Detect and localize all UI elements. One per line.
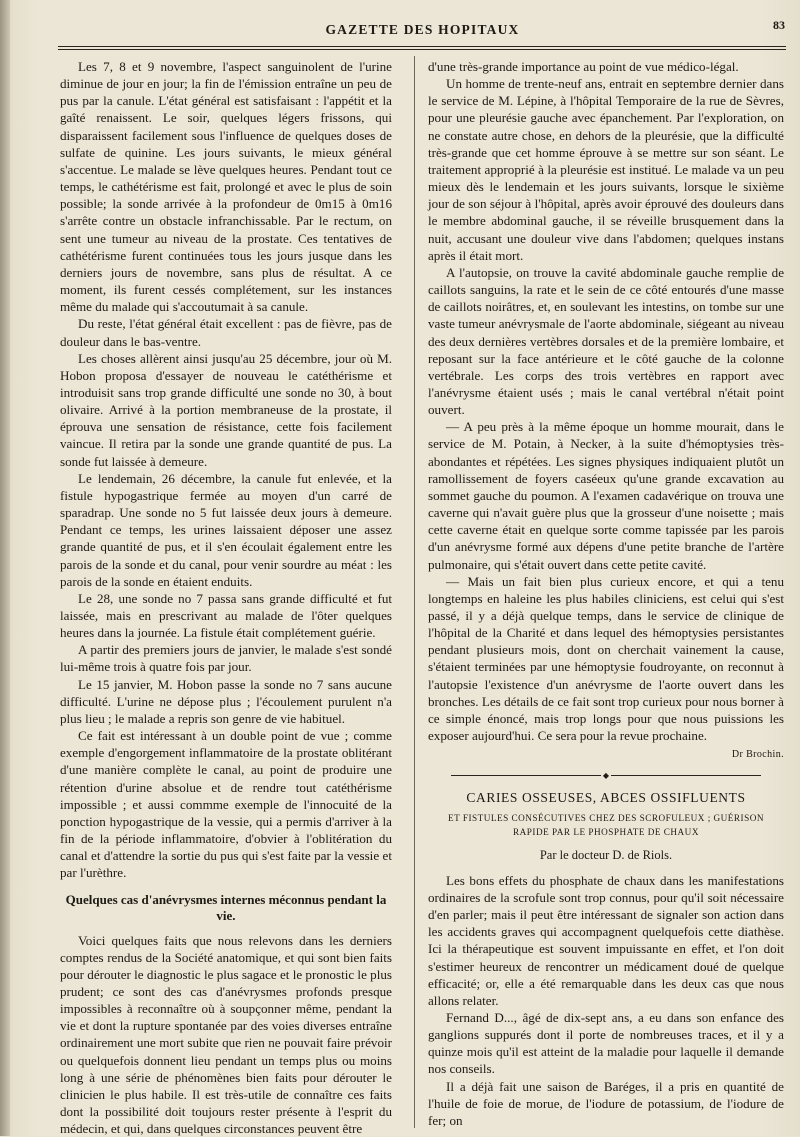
paragraph: Le 28, une sonde no 7 passa sans grande difficulté et fut laissée, mais en prescrivant au malade de l'ôter quelques heures dans la journée. La fistule était complétement guérie. [60, 590, 392, 641]
paragraph: Fernand D..., âgé de dix-sept ans, a eu dans son enfance des ganglions suppurés dont il porte de nombreuses traces, et il y a quinze mois qu'il est atteint de la maladie pour laquelle il demande nos conseils. [428, 1009, 784, 1078]
header-rule [58, 46, 786, 50]
paragraph: Les choses allèrent ainsi jusqu'au 25 décembre, jour où M. Hobon proposa d'essayer de nouveau le catéthérisme et introduisit sans trop grande difficulté une sonde no 30, à bout olivaire. Arrivé à la portion membraneuse de la prostate, il éprouva une sensation de résistance, cette fois facilement vaincue. Il retira par la sonde une grande quantité de pus. La sonde fut laissée à demeure. [60, 350, 392, 470]
paragraph: Voici quelques faits que nous relevons dans les derniers comptes rendus de la Société anatomique, et qui sont bien faits pour dérouter le diagnostic le plus sagace et le pronostic le plus prudent; ce sont des cas d'anévrysmes profonds presque impossibles à reconnaître où à soupçonner même, pendant la vie et dont la rupture spontanée par des voies diverses entraîne ordinairement une mort subite que rien ne pouvait faire prévoir ou quelquefois donnent lieu pendant un temps plus ou moins long à une série de phénomènes bien faits pour dérouter le clinicien le plus habile. Il est très-utile de connaître ces faits dont la possibilité doit toujours rester présente à l'esprit du médecin, et qui, dans quelques circonstances peuvent être [60, 932, 392, 1137]
left-column [60, 58, 392, 1137]
section-separator [428, 767, 784, 783]
article-title: CARIES OSSEUSES, ABCES OSSIFLUENTS [428, 789, 784, 806]
newspaper-title: GAZETTE DES HOPITAUX [60, 22, 785, 38]
paragraph: d'une très-grande importance au point de vue médico-légal. [428, 58, 784, 75]
paragraph: Ce fait est intéressant à un double point de vue ; comme exemple d'engorgement inflammatoire de la prostate oblitérant d'une manière complète le canal, au point de produire une rétention d'urine absolue et de rendre tout catéthérisme impossible ; et aussi commme exemple de l'innocuité de la ponction hypogastrique de la vessie, qui a permis d'arriver à la fin de la période inflammatoire, d'obvier à l'oblitération du canal et d'attendre la sortie du pus qui s'est faite par la vessie et par l'urèthre. [60, 727, 392, 881]
article-subtitle: ET FISTULES CONSÉCUTIVES CHEZ DES SCROFULEUX ; GUÉRISON RAPIDE PAR LE PHOSPHATE DE CHAUX [436, 811, 776, 839]
article-author: Par le docteur D. de Riols. [428, 847, 784, 864]
paragraph: A partir des premiers jours de janvier, le malade s'est sondé lui-même trois à quatre fois par jour. [60, 641, 392, 675]
right-column [428, 58, 784, 1129]
page-header [60, 14, 785, 44]
author-signature: Dr Brochin. [732, 749, 784, 760]
column-divider [414, 56, 415, 1128]
paragraph: Le lendemain, 26 décembre, la canule fut enlevée, et la fistule hypogastrique fermée au moyen d'un carré de sparadrap. Une sonde no 5 fut laissée deux jours à demeure. Pendant ce temps, les urines laissaient déposer une assez grande quantité de pus, et il s'en écoulait également entre les parois de la sonde et du canal, pour venir sourdre au méat : les parois de la sonde en étaient enduits. [60, 470, 392, 590]
paragraph: Les bons effets du phosphate de chaux dans les manifestations ordinaires de la scrofule sont trop connus, pour qu'il soit nécessaire d'en parler; mais il peut être intéressant de signaler son action dans les accidents graves qui accompagnent quelquefois cette diathèse. Ici la thérapeutique est souvent impuissante en effet, et l'on doit s'estimer heureux de rencontrer un médicament doué de quelque efficacité; or, elle a été remarquable dans les deux cas que nous allons relater. [428, 872, 784, 1009]
page-binding-edge [0, 0, 10, 1136]
separator-rule [451, 775, 601, 776]
section-heading: Quelques cas d'anévrysmes internes méconnus pendant la vie. [60, 892, 392, 924]
paragraph: — A peu près à la même époque un homme mourait, dans le service de M. Potain, à Necker, à la suite d'hémoptysies très-abondantes et répétées. Les signes physiques indiquaient plutôt un ramollissement de foyers caséeux qu'une grande excavation au sommet gauche du poumon. A l'examen cadavérique on trouva une caverne qui n'avait guère plus que la grosseur d'une noisette ; mais cette caverne était en quelque sorte comme tapissée par les parois d'un anévrysme formé aux dépens d'une petite branche de l'artère pulmonaire, qui s'était ouvert dans cette petite cavité. [428, 418, 784, 572]
signature-line [428, 744, 784, 763]
paragraph: — Mais un fait bien plus curieux encore, et qui a tenu longtemps en haleine les plus habiles cliniciens, est celui qui s'est passé, il y a déjà quelque temps, dans le service de clinique de l'hôpital de la Charité et dans lequel des hémoptysies persistantes pendant plusieurs mois, dont on cherchait vainement la cause, s'étaient terminées par une hémoptysie foudroyante, on reconnut à l'autopsie l'existence d'un anévrysme de l'aorte ouvert dans les bronches. Les détails de ce fait sont trop curieux pour nous borner à ce simple énoncé, mais trop longs pour que nous puissions les exposer aujourd'hui. Ce sera pour la revue prochaine. [428, 573, 784, 745]
paragraph: Les 7, 8 et 9 novembre, l'aspect sanguinolent de l'urine diminue de jour en jour; la fin de l'émission entraîne un peu de pus par la canule. L'état général est satisfaisant : l'appétit et la gaîté renaissent. Le soir, quelques légers frissons, qui disparaissent facilement sous l'influence de quelques doses de sulfate de quinine. Les jours suivants, le mieux général s'accentue. Le malade se lève quelques heures. Pendant tout ce temps, le cathétérisme est fait, prolongé et avec le plus de soin possible; la sonde arrivée à la profondeur de 0m15 à 0m16 s'arrête contre un obstacle infranchissable. Par le rectum, on sent une tumeur au niveau de la prostate. Ces tentatives de cathétérisme furent continuées tous les jours jusque dans les derniers jours de novembre, sans plus de résultat. A ce moment, ils furent cessés complétement, sur les instances même du malade qui s'accoutumait à sa canule. [60, 58, 392, 315]
paragraph: A l'autopsie, on trouve la cavité abdominale gauche remplie de caillots sanguins, la rate et le sein de ce côté entourés d'une masse de caillots noirâtres, et, en soulevant les intestins, on tombe sur une vaste tumeur anévrysmale de l'aorte abdominale, siégeant au niveau des deux dernières vertèbres dorsales et de la première lombaire, et reposant sur la face antérieure et le côté gauche de la colonne vertébrale. Les corps des trois vertèbres en rapport avec l'anévrysme étaient usés ; mais le canal vertébral n'était point ouvert. [428, 264, 784, 418]
paragraph: Il a déjà fait une saison de Baréges, il a pris en quantité de l'huile de foie de morue, de l'iodure de potassium, de l'iodure de fer; on [428, 1078, 784, 1129]
paragraph: Le 15 janvier, M. Hobon passe la sonde no 7 sans aucune difficulté. L'urine ne dépose plus ; l'écoulement purulent n'a plus lieu ; le malade a repris son genre de vie habituel. [60, 676, 392, 727]
diamond-ornament-icon: ◆ [603, 767, 609, 784]
paragraph: Du reste, l'état général était excellent : pas de fièvre, pas de douleur dans le bas-ventre. [60, 315, 392, 349]
page-number: 83 [773, 18, 785, 33]
paragraph: Un homme de trente-neuf ans, entrait en septembre dernier dans le service de M. Lépine, à l'hôpital Temporaire de la rue de Sèvres, pour une pleurésie gauche avec épanchement. Par l'exploration, on ne constate autre chose, en dehors de la pleurésie, que la difficulté très-grande que cet homme éprouve à se mettre sur son séant. Le traitement approprié à la pleurésie est institué. Le malade va un peu mieux dès le lendemain et les jours suivants, lorsque le sixième jour de son séjour à l'hôpital, après avoir éprouvé des douleurs dans le membre abdominal gauche, il se réveille brusquement dans la nuit, accusant une douleur vive dans l'abdomen; quelques instans après il était mort. [428, 75, 784, 264]
separator-rule [611, 775, 761, 776]
